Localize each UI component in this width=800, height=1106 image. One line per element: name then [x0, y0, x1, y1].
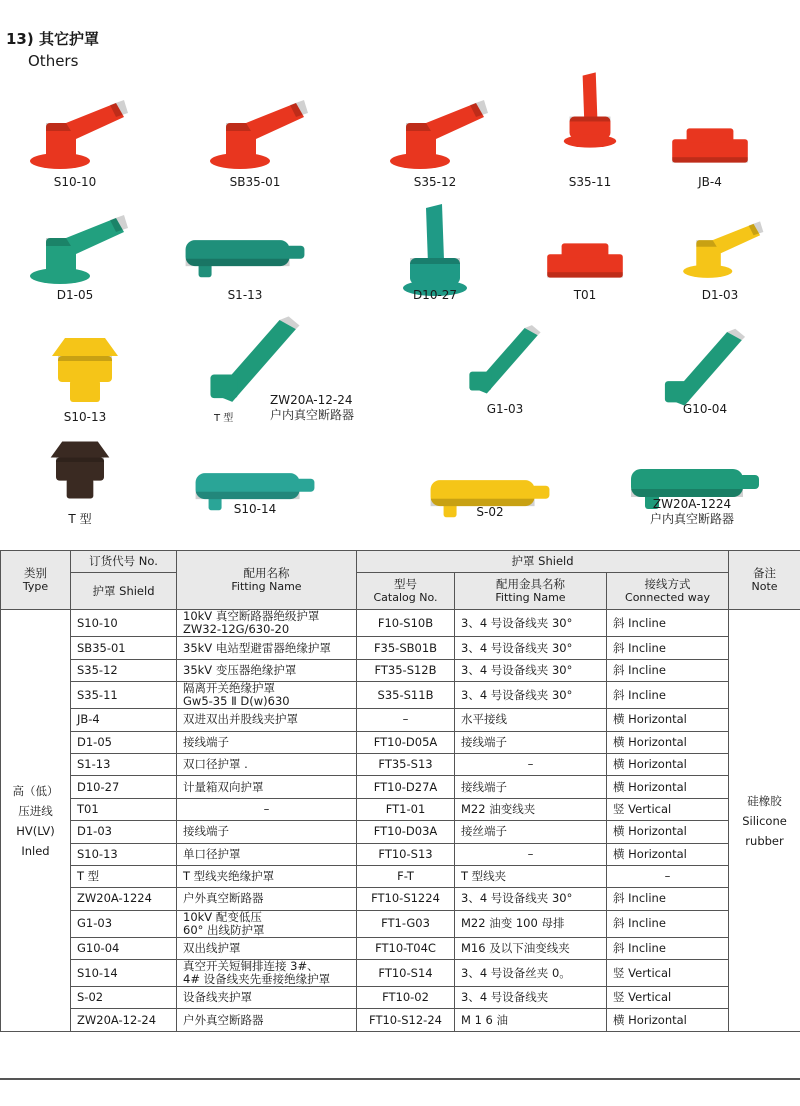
cell-line: 3、4 号设备线夹 30°: [461, 662, 573, 677]
section-title: 13) 其它护罩: [6, 30, 99, 48]
product-item: [675, 210, 765, 320]
product-photo: [20, 210, 130, 290]
table-bottom-rule: [0, 1078, 800, 1080]
product-caption: D1-05: [56, 288, 94, 302]
cell-line: 斜 Incline: [613, 662, 666, 677]
cell-line: S1-13: [77, 757, 111, 772]
cell-metal: [455, 610, 607, 637]
cell-line: –: [263, 801, 270, 816]
cell-line: D1-05: [77, 734, 112, 749]
cell-shield: [71, 610, 177, 637]
cell-line: 设备线夹护罩: [183, 990, 252, 1005]
cell-connect: [607, 798, 729, 820]
cell-line: –: [664, 869, 671, 884]
table-row: [1, 731, 800, 753]
cell-connect: [607, 821, 729, 843]
cell-line: 户外真空断路器: [183, 891, 264, 906]
note-line: rubber: [745, 833, 784, 848]
cell-catalog: [357, 821, 455, 843]
header-type: [1, 551, 71, 610]
cell-line: ZW20A-12-24: [77, 1012, 157, 1027]
product-photo: [425, 455, 555, 535]
cell-catalog: [357, 610, 455, 637]
cell-line: D10-27: [77, 779, 120, 794]
cell-line: FT10-S13: [378, 846, 433, 861]
cell-catalog: [357, 709, 455, 731]
cell-name: [177, 960, 357, 987]
cell-shield: [71, 910, 177, 937]
cell-connect: [607, 753, 729, 775]
product-photo: [675, 210, 765, 290]
header-note-en: Note: [751, 580, 778, 594]
cell-catalog: [357, 798, 455, 820]
cell-name: [177, 637, 357, 659]
note-cell: [729, 610, 800, 1031]
cell-line: 35kV 电站型避雷器绝缘护罩: [183, 640, 331, 655]
cell-catalog: [357, 888, 455, 910]
cell-line: T 型线夹绝缘护罩: [183, 869, 275, 884]
header-fitting-name: [177, 551, 357, 610]
cell-line: 3、4 号设备线夹 30°: [461, 640, 573, 655]
header-connect: [607, 573, 729, 610]
product-caption: T01: [573, 288, 597, 302]
cell-line: 户外真空断路器: [183, 1012, 264, 1027]
cell-line: D1-03: [77, 824, 112, 839]
caption-tag-t: T 型: [214, 413, 234, 424]
cell-name: [177, 1009, 357, 1031]
cell-line: 双出线护罩: [183, 940, 241, 955]
cell-connect: [607, 937, 729, 959]
cell-line: 横 Horizontal: [613, 712, 687, 727]
table-row: [1, 1009, 800, 1031]
cell-line: M16 及以下油变线夹: [461, 940, 570, 955]
cell-catalog: [357, 960, 455, 987]
cell-line: 横 Horizontal: [613, 734, 687, 749]
product-caption: S10-13: [63, 410, 107, 424]
cell-catalog: [357, 910, 455, 937]
cell-metal: [455, 937, 607, 959]
table-row: [1, 910, 800, 937]
cell-shield: [71, 843, 177, 865]
header-fitting-cn: 配用名称: [243, 566, 290, 581]
cell-line: FT10-T04C: [375, 940, 436, 955]
cell-name: [177, 821, 357, 843]
cell-catalog: [357, 682, 455, 709]
cell-line: FT10-S14: [378, 965, 433, 980]
cell-shield: [71, 987, 177, 1009]
cell-line: FT35-S13: [378, 757, 433, 772]
cell-line: M 1 6 油: [461, 1012, 509, 1027]
cell-metal: [455, 843, 607, 865]
product-item: [380, 95, 490, 205]
table-row: [1, 888, 800, 910]
cell-name: [177, 753, 357, 775]
product-caption: S35-12: [413, 175, 457, 189]
cell-line: –: [402, 712, 409, 727]
product-photo: [660, 328, 750, 408]
cell-line: 接线端子: [183, 824, 229, 839]
cell-name: [177, 798, 357, 820]
table-row: [1, 659, 800, 681]
cell-catalog: [357, 987, 455, 1009]
caption-line: ZW20A-1224: [652, 497, 732, 511]
cell-connect: [607, 610, 729, 637]
product-item: [465, 320, 545, 430]
header-metal-en: Fitting Name: [495, 591, 566, 605]
product-item: [370, 210, 500, 320]
table-row: [1, 865, 800, 887]
cell-line: 横 Horizontal: [613, 824, 687, 839]
cell-line: M22 油变 100 母排: [461, 916, 565, 931]
cell-shield: [71, 659, 177, 681]
product-item: [190, 448, 320, 558]
product-caption: S10-10: [53, 175, 97, 189]
cell-catalog: [357, 776, 455, 798]
header-catalog-en: Catalog No.: [373, 591, 438, 605]
cell-connect: [607, 659, 729, 681]
cell-line: 35kV 变压器绝缘护罩: [183, 662, 297, 677]
cell-shield: [71, 937, 177, 959]
product-caption: S10-14: [233, 502, 277, 516]
cell-shield: [71, 776, 177, 798]
cell-shield: [71, 821, 177, 843]
header-connect-cn: 接线方式: [644, 577, 691, 592]
cell-line: 4# 设备线夹先垂接绝缘护罩: [183, 972, 331, 987]
cell-catalog: [357, 637, 455, 659]
product-caption: G10-04: [682, 402, 728, 416]
cell-line: S10-14: [77, 965, 118, 980]
table-row: [1, 843, 800, 865]
cell-name: [177, 843, 357, 865]
cell-line: ZW20A-1224: [77, 891, 152, 906]
caption-line: 户内真空断路器: [650, 512, 735, 526]
cell-connect: [607, 865, 729, 887]
cell-line: 计量箱双向护罩: [183, 779, 264, 794]
product-item: [425, 455, 555, 565]
cell-line: 横 Horizontal: [613, 757, 687, 772]
cell-shield: [71, 888, 177, 910]
product-caption: S1-13: [227, 288, 263, 302]
cell-catalog: [357, 865, 455, 887]
type-cell: [1, 610, 71, 1031]
product-item: [665, 110, 755, 220]
caption-zw20a-12-24: [270, 393, 354, 423]
cell-catalog: [357, 659, 455, 681]
cell-catalog: [357, 1009, 455, 1031]
cell-line: 3、4 号设备线夹 30°: [461, 687, 573, 702]
header-type-en: Type: [22, 580, 49, 594]
cell-shield: [71, 798, 177, 820]
header-catalog: [357, 573, 455, 610]
cell-name: [177, 888, 357, 910]
product-caption: S35-11: [568, 175, 612, 189]
cell-line: S35-12: [77, 662, 118, 677]
cell-line: 斜 Incline: [613, 891, 666, 906]
type-line: 高（低）: [12, 783, 59, 798]
product-caption: JB-4: [698, 175, 722, 189]
cell-line: S35-S11B: [377, 687, 434, 702]
cell-metal: [455, 731, 607, 753]
cell-line: –: [527, 846, 534, 861]
cell-name: [177, 987, 357, 1009]
table-row: [1, 987, 800, 1009]
cell-line: 横 Horizontal: [613, 846, 687, 861]
cell-line: 水平接线: [461, 712, 507, 727]
cell-line: Gw5-35 Ⅱ D(w)630: [183, 694, 290, 709]
cell-catalog: [357, 843, 455, 865]
cell-connect: [607, 987, 729, 1009]
product-photo: [190, 448, 320, 528]
cell-name: [177, 709, 357, 731]
product-photo: [180, 215, 310, 295]
product-caption: G1-03: [486, 402, 524, 416]
cell-shield: [71, 1009, 177, 1031]
cell-metal: [455, 798, 607, 820]
caption-zw20a-1224: [650, 497, 734, 527]
cell-metal: [455, 659, 607, 681]
cell-line: FT35-S12B: [374, 662, 437, 677]
cell-catalog: [357, 753, 455, 775]
product-item: [20, 210, 130, 320]
product-item: [180, 215, 310, 325]
table-row: [1, 637, 800, 659]
cell-line: 接线端子: [183, 734, 229, 749]
table-row: [1, 776, 800, 798]
cell-line: FT10-D05A: [373, 734, 438, 749]
cell-line: FT10-D27A: [373, 779, 438, 794]
cell-metal: [455, 1009, 607, 1031]
product-photo: [370, 210, 500, 290]
cell-line: S10-10: [77, 615, 118, 630]
product-photo: [545, 70, 635, 150]
cell-connect: [607, 910, 729, 937]
cell-line: 真空开关短铜排连接 3#、: [183, 959, 319, 974]
product-photo: [20, 95, 130, 175]
cell-connect: [607, 960, 729, 987]
product-item: [545, 70, 635, 189]
table-row: [1, 960, 800, 987]
product-caption: D10-27: [412, 288, 458, 302]
header-shield: 护罩 Shield: [71, 573, 177, 610]
cell-line: FT10-02: [382, 990, 429, 1005]
product-caption: SB35-01: [229, 175, 281, 189]
table-row: [1, 753, 800, 775]
cell-connect: [607, 843, 729, 865]
product-caption: D1-03: [701, 288, 739, 302]
cell-line: 双进双出并股线夹护罩: [183, 712, 298, 727]
cell-shield: [71, 637, 177, 659]
cell-line: F35-SB01B: [373, 640, 438, 655]
product-photo: [40, 330, 130, 410]
cell-line: T 型: [77, 869, 100, 884]
caption-line: ZW20A-12-24: [270, 393, 353, 407]
cell-line: 竖 Vertical: [613, 965, 672, 980]
header-note: [729, 551, 800, 610]
cell-line: 接丝端子: [461, 824, 507, 839]
cell-metal: [455, 910, 607, 937]
cell-line: FT10-S1224: [371, 891, 440, 906]
cell-connect: [607, 637, 729, 659]
header-note-cn: 备注: [753, 566, 777, 581]
product-item: [20, 95, 130, 205]
product-photo: [40, 430, 120, 510]
cell-line: JB-4: [77, 712, 100, 727]
header-metal-cn: 配用金具名称: [496, 577, 565, 592]
product-caption: T 型: [68, 512, 92, 526]
header-order-no: 订货代号 No.: [71, 551, 177, 573]
cell-line: S-02: [77, 990, 104, 1005]
cell-line: 斜 Incline: [613, 640, 666, 655]
cell-line: 10kV 配变低压: [183, 909, 262, 924]
cell-shield: [71, 753, 177, 775]
cell-connect: [607, 888, 729, 910]
cell-name: [177, 910, 357, 937]
cell-line: 3、4 号设备线夹 30°: [461, 891, 573, 906]
table-row: [1, 709, 800, 731]
cell-shield: [71, 960, 177, 987]
cell-line: 接线端子: [461, 734, 507, 749]
cell-metal: [455, 709, 607, 731]
cell-name: [177, 731, 357, 753]
cell-line: S10-13: [77, 846, 118, 861]
table-row: [1, 937, 800, 959]
cell-line: 双口径护罩 .: [183, 757, 248, 772]
cell-metal: [455, 637, 607, 659]
header-catalog-cn: 型号: [394, 577, 417, 592]
cell-line: 竖 Vertical: [613, 801, 672, 816]
product-photo: [205, 320, 305, 400]
product-item: [540, 225, 630, 335]
cell-metal: [455, 865, 607, 887]
cell-connect: [607, 731, 729, 753]
cell-line: ZW32-12G/630-20: [183, 622, 290, 637]
cell-shield: [71, 865, 177, 887]
cell-metal: [455, 682, 607, 709]
table-body: [1, 610, 800, 1031]
cell-name: [177, 865, 357, 887]
header-type-cn: 类别: [24, 566, 47, 581]
section-subtitle: Others: [28, 52, 79, 70]
note-line: 硅橡胶: [747, 793, 782, 808]
note-line: Silicone: [742, 813, 787, 828]
product-photo: [465, 320, 545, 400]
cell-connect: [607, 776, 729, 798]
cell-name: [177, 937, 357, 959]
product-photo: [195, 95, 315, 175]
cell-name: [177, 682, 357, 709]
cell-catalog: [357, 937, 455, 959]
cell-line: SB35-01: [77, 640, 126, 655]
header-connect-en: Connected way: [625, 591, 710, 605]
cell-line: 3、4 号设备线夹 30°: [461, 615, 573, 630]
cell-shield: [71, 709, 177, 731]
cell-name: [177, 610, 357, 637]
cell-line: FT10-D03A: [373, 824, 438, 839]
cell-line: 横 Horizontal: [613, 1012, 687, 1027]
cell-shield: [71, 682, 177, 709]
cell-metal: [455, 776, 607, 798]
spec-table: [0, 550, 800, 1032]
cell-line: 3、4 号设备线夹: [461, 990, 549, 1005]
header-shield-group: 护罩 Shield: [357, 551, 729, 573]
cell-line: M22 油变线夹: [461, 801, 536, 816]
cell-line: F-T: [397, 869, 414, 884]
product-photo: [380, 95, 490, 175]
cell-metal: [455, 753, 607, 775]
cell-metal: [455, 987, 607, 1009]
product-item: [40, 430, 120, 540]
header-metal: [455, 573, 607, 610]
table-row: [1, 798, 800, 820]
cell-line: 单口径护罩: [183, 846, 241, 861]
cell-connect: [607, 682, 729, 709]
cell-line: 10kV 真空断路器绝级护罩: [183, 609, 320, 624]
cell-name: [177, 659, 357, 681]
cell-metal: [455, 960, 607, 987]
table-row: [1, 610, 800, 637]
type-line: HV(LV): [16, 823, 55, 838]
cell-line: FT1-01: [385, 801, 426, 816]
cell-line: 60° 出线防护罩: [183, 922, 265, 937]
cell-line: FT1-G03: [381, 916, 430, 931]
table-row: [1, 821, 800, 843]
cell-line: 斜 Incline: [613, 687, 666, 702]
cell-shield: [71, 731, 177, 753]
cell-line: 隔离开关绝缘护罩: [183, 681, 275, 696]
product-caption: S-02: [476, 505, 504, 519]
type-line: 压进线: [18, 803, 53, 818]
cell-line: –: [527, 757, 534, 772]
product-item: [40, 330, 130, 440]
type-line: Inled: [21, 843, 50, 858]
table-row: [1, 682, 800, 709]
caption-line: 户内真空断路器: [270, 408, 355, 422]
cell-catalog: [357, 731, 455, 753]
cell-line: G1-03: [77, 916, 113, 931]
cell-line: 竖 Vertical: [613, 990, 672, 1005]
header-fitting-en: Fitting Name: [231, 580, 302, 594]
cell-line: 斜 Incline: [613, 615, 666, 630]
cell-line: S35-11: [77, 687, 118, 702]
cell-line: 接线端子: [461, 779, 507, 794]
cell-line: T 型线夹: [461, 869, 507, 884]
product-item: [660, 328, 750, 438]
cell-line: 斜 Incline: [613, 916, 666, 931]
cell-metal: [455, 888, 607, 910]
cell-line: FT10-S12-24: [369, 1012, 442, 1027]
cell-connect: [607, 709, 729, 731]
cell-line: T01: [77, 801, 99, 816]
cell-line: 斜 Incline: [613, 940, 666, 955]
cell-line: 横 Horizontal: [613, 779, 687, 794]
cell-name: [177, 776, 357, 798]
product-item: [195, 95, 315, 205]
cell-line: 3、4 号设备丝夹 0。: [461, 965, 571, 980]
cell-metal: [455, 821, 607, 843]
cell-line: F10-S10B: [377, 615, 434, 630]
cell-line: G10-04: [77, 940, 120, 955]
cell-connect: [607, 1009, 729, 1031]
